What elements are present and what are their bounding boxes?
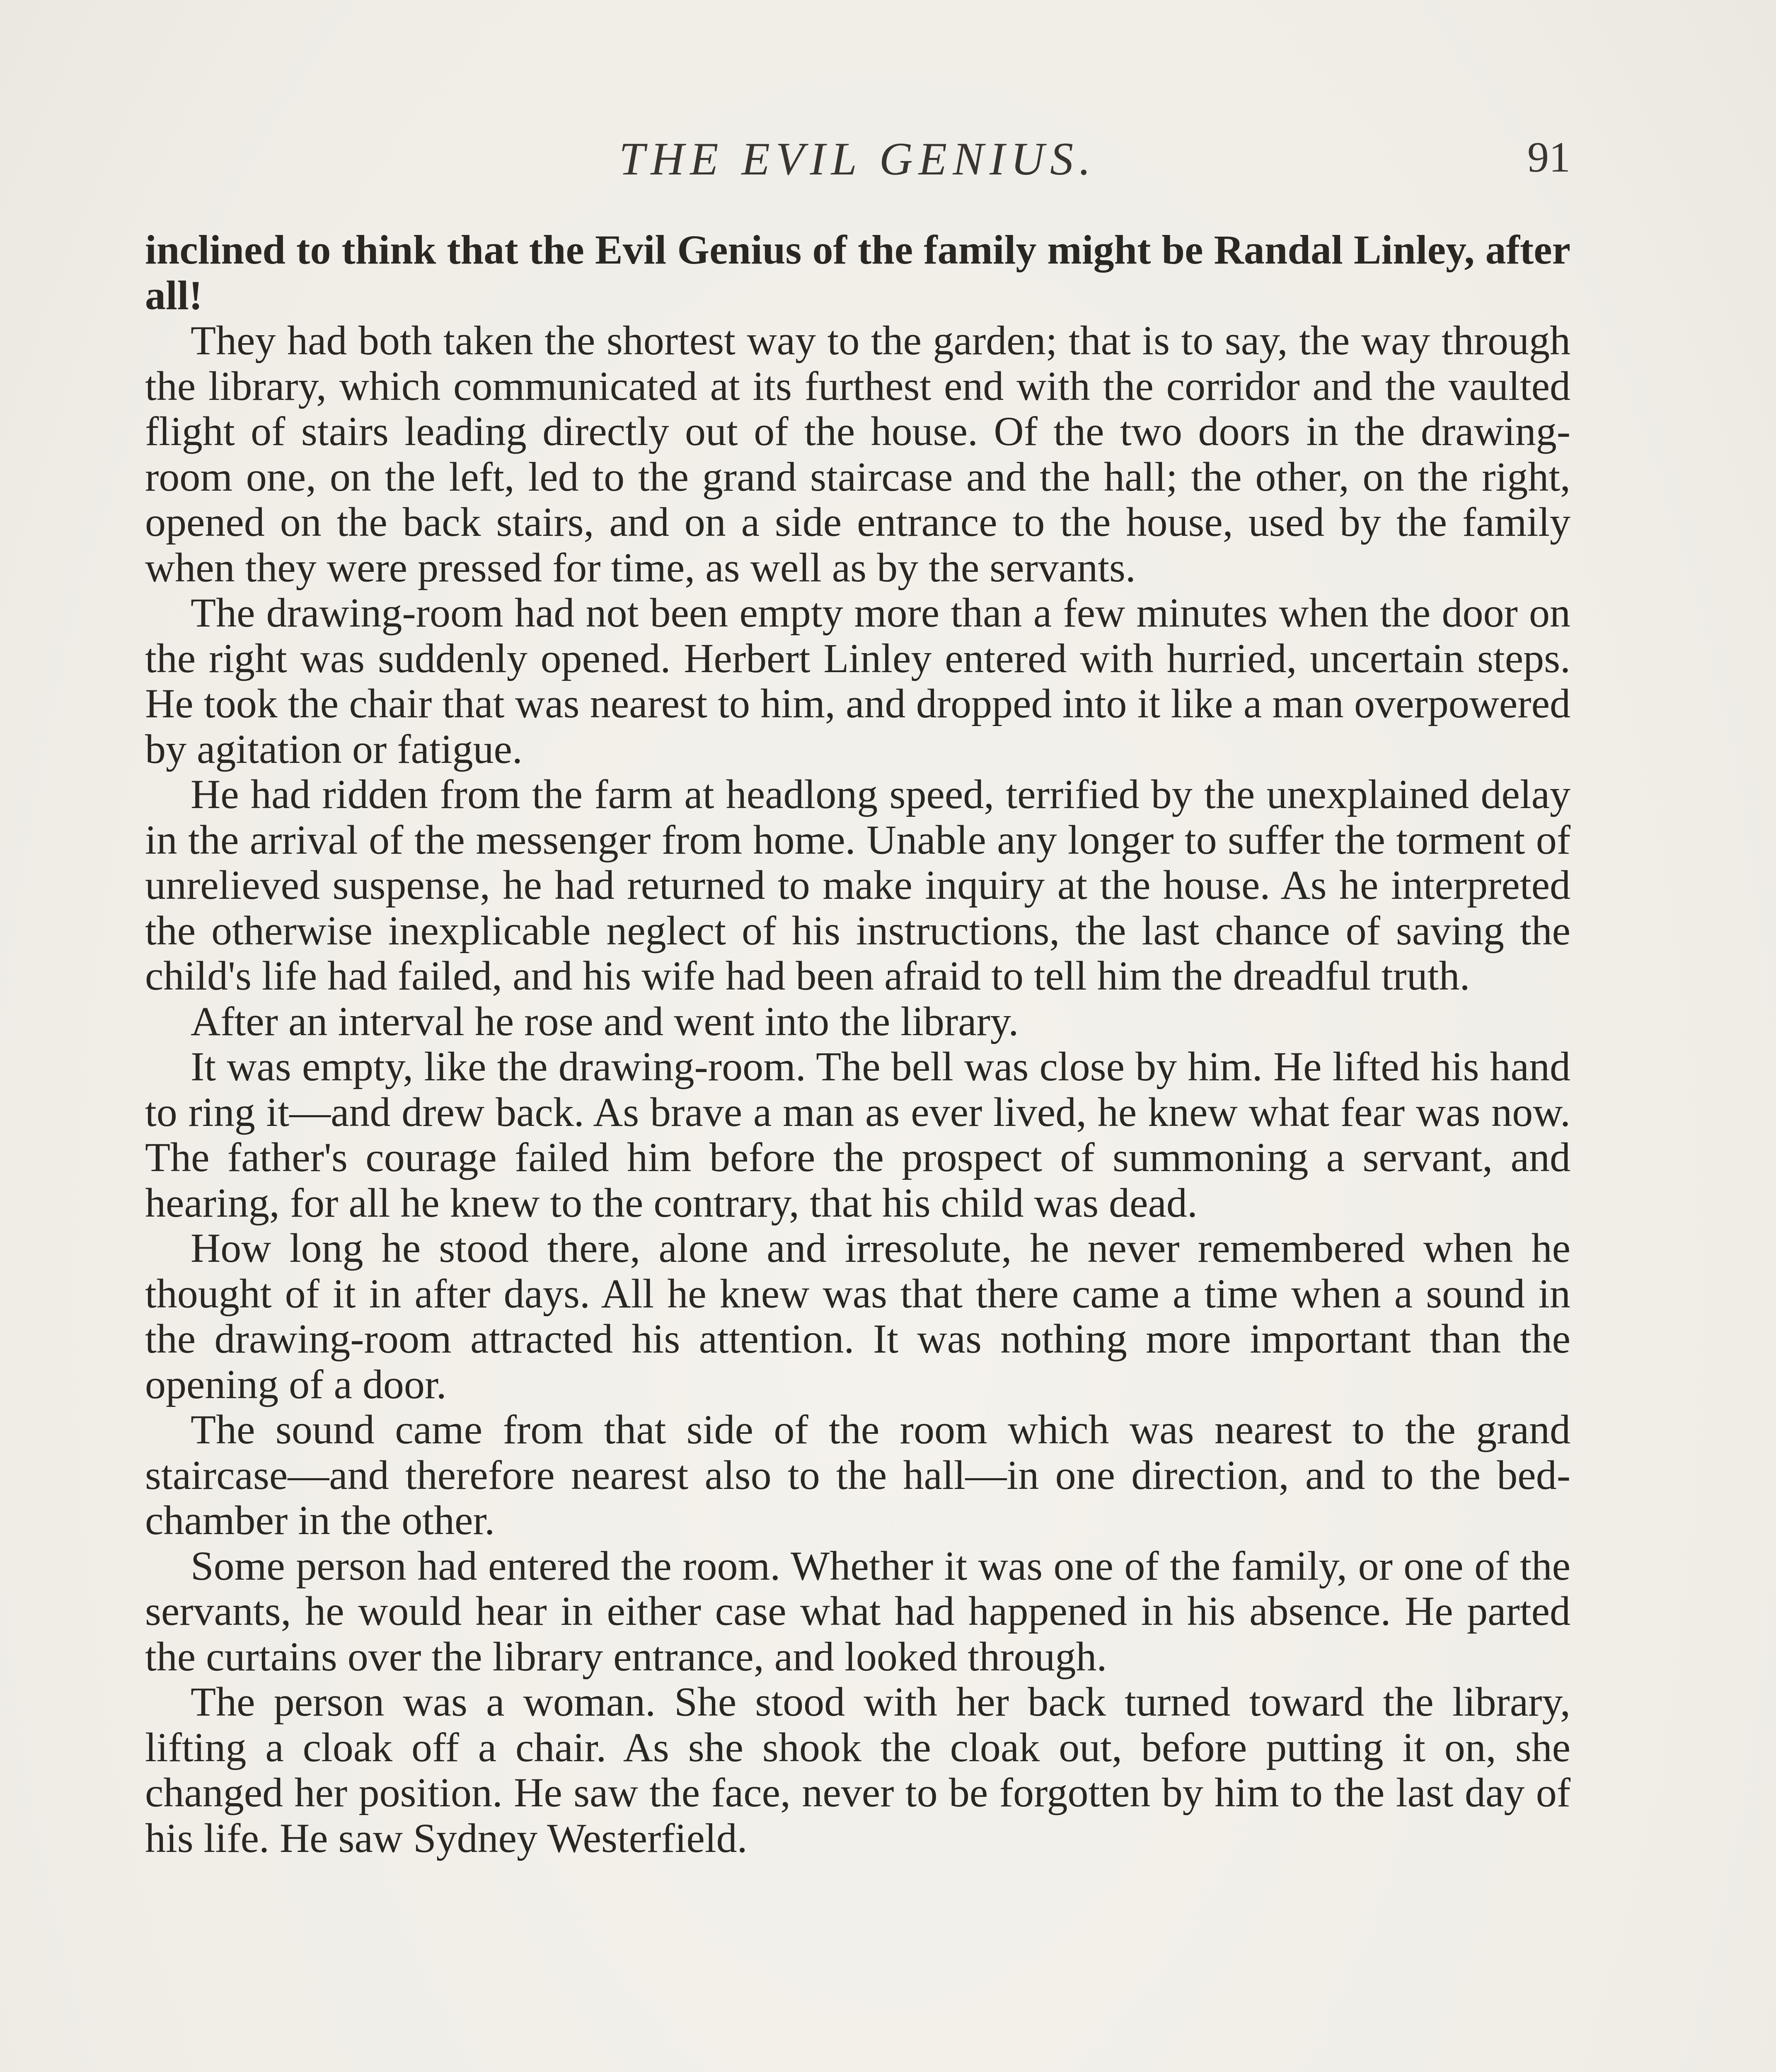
page-number: 91 [1527,133,1570,181]
chapter-xx-text [145,227,1570,1861]
paragraph: He had ridden from the farm at headlong speed, terrified by the unexplained delay in the arrival of the messenger from home. Unable any longer to suffer the torment of unrelieved suspense, he had returned to make inquiry at the house. As he interpreted the otherwise inexplicable neglect of his instructions, the last chance of saving the child's life had failed, and his wife had been afraid to tell him the dreadful truth. [145,771,1570,999]
paragraph: After an interval he rose and went into the library. [191,998,1019,1044]
paragraph: The drawing-room had not been empty more than a few minutes when the door on the right was suddenly opened. Herbert Linley entered with hurried, uncertain steps. He took the chair that was nearest to him, and dropped into it like a man overpowered by agitation or fatigue. [145,590,1570,772]
paragraph: inclined to think that the Evil Genius of the family might be Randal Linley, after all! [145,227,1570,318]
paragraph: Some person had entered the room. Whether it was one of the family, or one of the servants, he would hear in either case what had happened in his absence. He parted the curtains over the library entrance, and looked through. [145,1542,1570,1680]
running-title: THE EVIL GENIUS. [619,133,1097,185]
running-header [145,133,1570,191]
paragraph: They had both taken the shortest way to the garden; that is to say, the way through the library, which communicated at its furthest end with the corridor and the vaulted flight of stairs leading directly out of the house. Of the two doors in the drawing-room one, on the left, led to the grand staircase and the hall; the other, on the right, opened on the back stairs, and on a side entrance to the house, used by the family when they were pressed for time, as well as by the servants. [145,317,1570,591]
paragraph: The person was a woman. She stood with her back turned toward the library, lifting a cloak off a chair. As she shook the cloak out, before putting it on, she changed her position. He saw the face, never to be forgotten by him to the last day of his life. He saw Sydney Westerfield. [145,1679,1570,1861]
paragraph: How long he stood there, alone and irresolute, he never remembered when he thought of it in after days. All he knew was that there came a time when a sound in the drawing-room attracted his attention. It was nothing more important than the opening of a door. [145,1225,1570,1407]
paragraph: The sound came from that side of the room which was nearest to the grand staircase—and therefore nearest also to the hall—in one direction, and to the bed-chamber in the other. [145,1406,1570,1543]
paragraph: It was empty, like the drawing-room. The bell was close by him. He lifted his hand to ring it—and drew back. As brave a man as ever lived, he knew what fear was now. The father's courage failed him before the prospect of summoning a servant, and hearing, for all he knew to the contrary, that his child was dead. [145,1043,1570,1226]
